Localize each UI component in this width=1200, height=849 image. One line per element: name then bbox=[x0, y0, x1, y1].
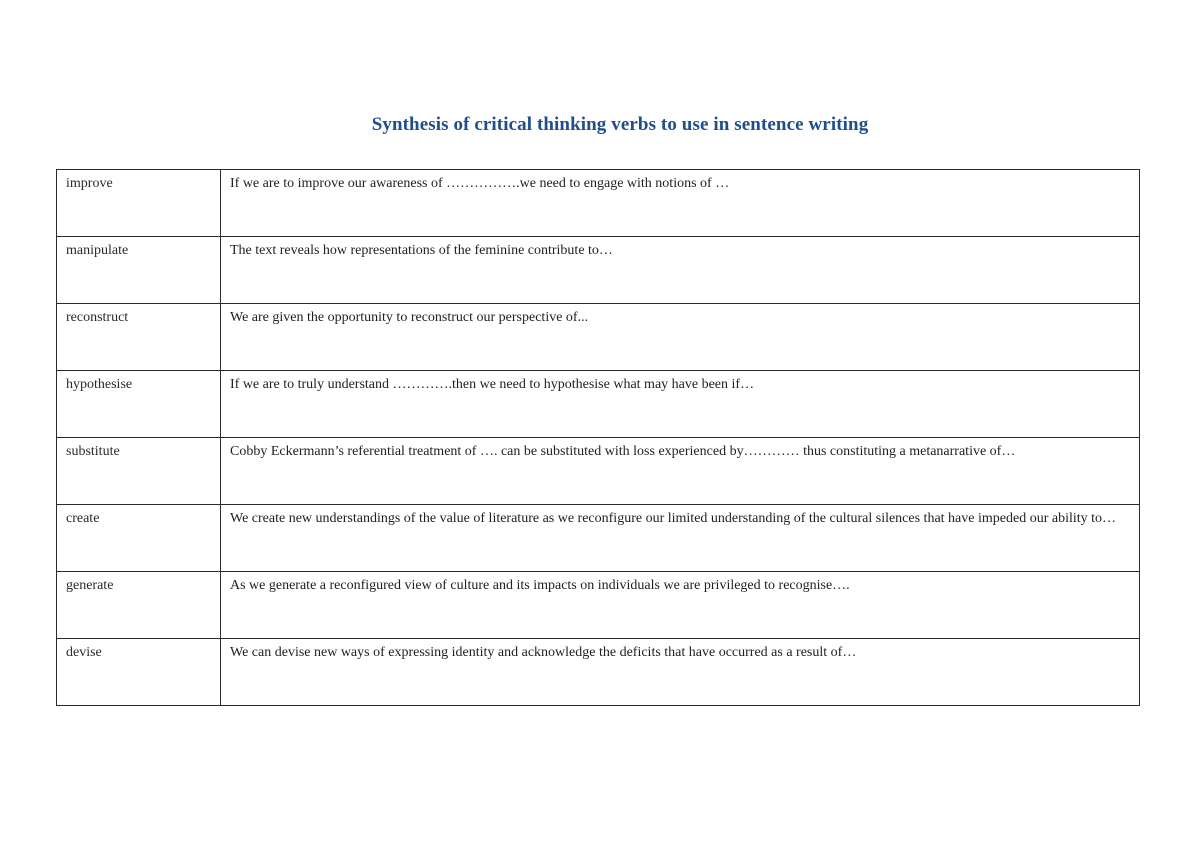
sentence-cell: We are given the opportunity to reconstruct our perspective of... bbox=[221, 304, 1140, 371]
verb-cell: improve bbox=[57, 170, 221, 237]
sentence-cell: Cobby Eckermann’s referential treatment of …. can be substituted with loss experienced by………… thus constituting a metanarrative of… bbox=[221, 438, 1140, 505]
verbs-table bbox=[56, 169, 1140, 706]
page-title: Synthesis of critical thinking verbs to use in sentence writing bbox=[371, 114, 869, 135]
sentence-cell: We can devise new ways of expressing identity and acknowledge the deficits that have occurred as a result of… bbox=[221, 639, 1140, 706]
sentence-cell: We create new understandings of the value of literature as we reconfigure our limited understanding of the cultural silences that have impeded our ability to… bbox=[221, 505, 1140, 572]
verb-cell: hypothesise bbox=[57, 371, 221, 438]
sentence-cell: As we generate a reconfigured view of culture and its impacts on individuals we are privileged to recognise…. bbox=[221, 572, 1140, 639]
verb-cell: manipulate bbox=[57, 237, 221, 304]
table-row bbox=[57, 438, 1140, 505]
sentence-cell: The text reveals how representations of the feminine contribute to… bbox=[221, 237, 1140, 304]
table-row bbox=[57, 237, 1140, 304]
sentence-cell: If we are to truly understand ………….then we need to hypothesise what may have been if… bbox=[221, 371, 1140, 438]
table-row bbox=[57, 170, 1140, 237]
verb-cell: generate bbox=[57, 572, 221, 639]
table-row bbox=[57, 304, 1140, 371]
verb-cell: substitute bbox=[57, 438, 221, 505]
table-row bbox=[57, 371, 1140, 438]
table-row bbox=[57, 505, 1140, 572]
verb-cell: reconstruct bbox=[57, 304, 221, 371]
sentence-cell: If we are to improve our awareness of …………….we need to engage with notions of … bbox=[221, 170, 1140, 237]
table-row bbox=[57, 639, 1140, 706]
table-row bbox=[57, 572, 1140, 639]
verb-cell: create bbox=[57, 505, 221, 572]
verb-cell: devise bbox=[57, 639, 221, 706]
